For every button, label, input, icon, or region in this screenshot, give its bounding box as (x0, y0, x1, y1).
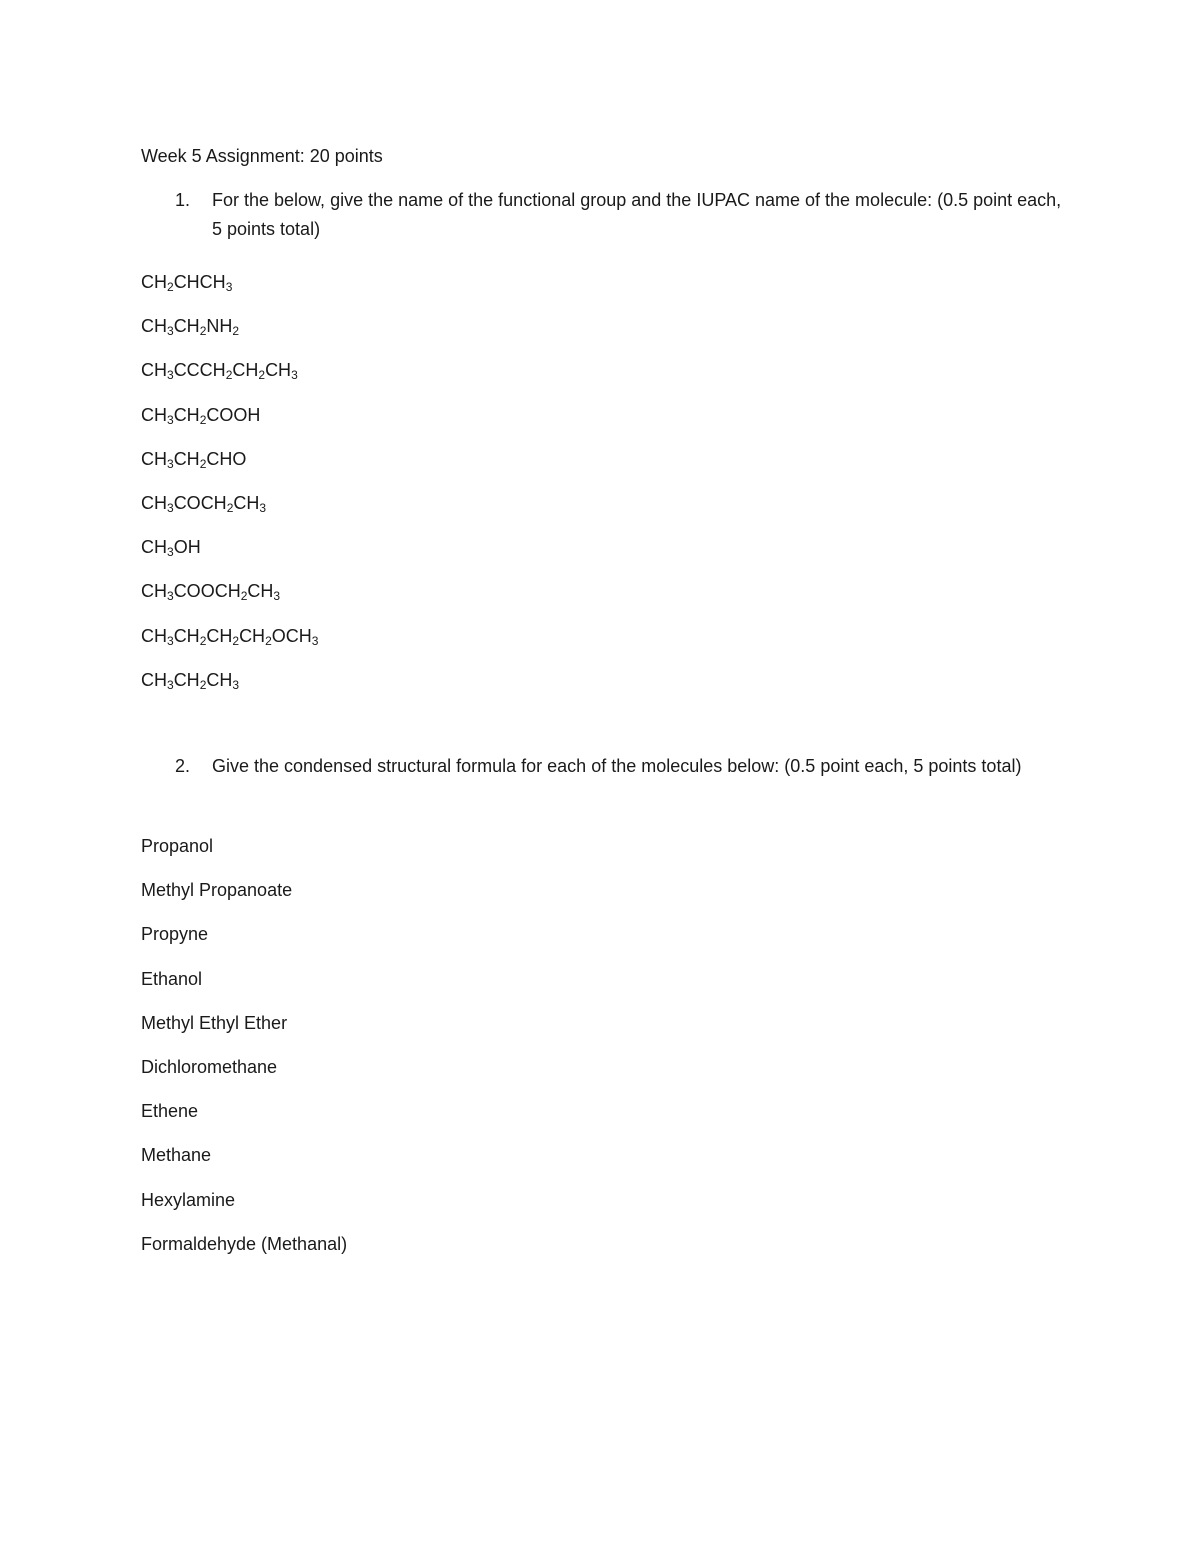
formula-item: $CH_3CH_2CHO$ (141, 448, 247, 471)
formula-item: $CH_2CHCH_3$ (141, 272, 233, 294)
molecule-name-item: Ethanol (141, 968, 203, 989)
question-2 (141, 752, 1071, 781)
question-1 (141, 186, 1071, 244)
question-2-number: 2. (175, 756, 191, 776)
question-1-number: 1. (175, 190, 191, 210)
molecule-name-item: Formaldehyde (Methanal) (141, 1233, 348, 1254)
molecule-name-item: Propanol (141, 836, 214, 856)
molecule-name-item: Propyne (141, 924, 209, 945)
formula-item: $CH_3OH$ (141, 537, 201, 560)
molecule-name-list (141, 833, 347, 1275)
molecule-name-item: Methyl Propanoate (141, 880, 293, 901)
molecule-name-item: Hexylamine (141, 1189, 236, 1210)
formula-item: $CH_3CH_2CH_3$ (141, 669, 240, 692)
formula-item: $CH_3COOCH_2CH_3$ (141, 581, 281, 604)
formula-item: $CH_3CH_2CH_2CH_2OCH_3$ (141, 625, 319, 648)
question-2-text: Give the condensed structural formula for each of the molecules below: (0.5 point each, 5 points total) (212, 756, 1022, 776)
formula-item: $CH_3CH_2NH_2$ (141, 316, 240, 339)
formula-item: $CH_3COCH_2CH_3$ (141, 492, 267, 515)
molecule-name-item: Methane (141, 1145, 212, 1166)
molecule-name-item: Methyl Ethyl Ether (141, 1012, 288, 1033)
molecule-name-item: Dichloromethane (141, 1056, 278, 1077)
assignment-title: Week 5 Assignment: 20 points (141, 146, 383, 166)
formula-list (141, 269, 318, 711)
molecule-name-item: Ethene (141, 1101, 199, 1122)
formula-item: $CH_3CH_2COOH$ (141, 404, 261, 427)
question-1-text: For the below, give the name of the functional group and the IUPAC name of the molecule: (0.5 point each, 5 points total) (212, 190, 1062, 239)
formula-item: $CH_3CCCH_2CH_2CH_3$ (141, 360, 298, 383)
